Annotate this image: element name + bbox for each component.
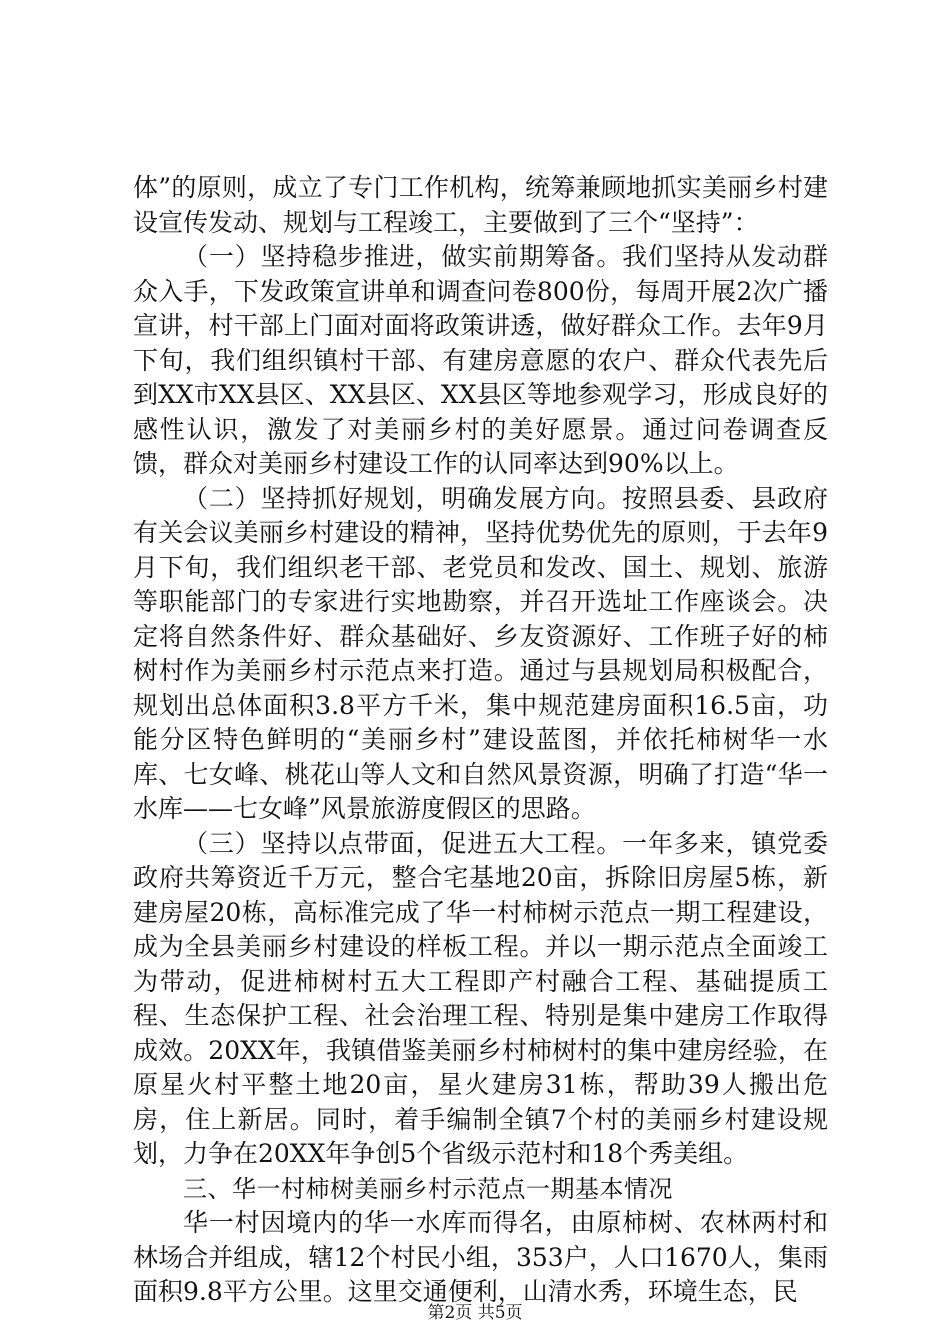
paragraph-section-1: （一）坚持稳步推进，做实前期筹备。我们坚持从发动群众入手，下发政策宣讲单和调查问卷800份，每周开展2次广播宣讲，村干部上门面对面将政策讲透，做好群众工作。去年9月下旬，我们组织镇村干部、有建房意愿的农户、群众代表先后到XX市XX县区、XX县区、XX县区等地参观学习，形成良好的感性认识，激发了对美丽乡村的美好愿景。通过问卷调查反馈，群众对美丽乡村建设工作的认同率达到90%以上。 — [133, 242, 828, 478]
paragraph-intro: 华一村因境内的华一水库而得名，由原柿树、农林两村和林场合并组成，辖12个村民小组，353户，人口1670人，集雨面积9.8平方公里。这里交通便利，山清水秀，环境生态，民 — [133, 1208, 828, 1306]
page-footer: 第2页 共5页 — [427, 1303, 523, 1323]
paragraph-continuation: 体”的原则，成立了专门工作机构，统筹兼顾地抓实美丽乡村建设宣传发动、规划与工程竣工，主要做到了三个“坚持”： — [133, 173, 828, 237]
paragraph-section-2: （二）坚持抓好规划，明确发展方向。按照县委、县政府有关会议美丽乡村建设的精神，坚持优势优先的原则，于去年9月下旬，我们组织老干部、老党员和发改、国土、规划、旅游等职能部门的专家进行实地勘察，并召开选址工作座谈会。决定将自然条件好、群众基础好、乡友资源好、工作班子好的柿树村作为美丽乡村示范点来打造。通过与县规划局积极配合，规划出总体面积3.8平方千米，集中规范建房面积16.5亩，功能分区特色鲜明的“美丽乡村”建设蓝图，并依托柿树华一水库、七女峰、桃花山等人文和自然风景资源，明确了打造“华一水库——七女峰”风景旅游度假区的思路。 — [133, 483, 828, 823]
section-heading: 三、华一村柿树美丽乡村示范点一期基本情况 — [183, 1174, 673, 1203]
paragraph-section-3: （三）坚持以点带面，促进五大工程。一年多来，镇党委政府共筹资近千万元，整合宅基地20亩，拆除旧房屋5栋，新建房屋20栋，高标准完成了华一村柿树示范点一期工程建设，成为全县美丽乡村建设的样板工程。并以一期示范点全面竣工为带动，促进柿树村五大工程即产村融合工程、基础提质工程、生态保护工程、社会治理工程、特别是集中建房工作取得成效。20XX年，我镇借鉴美丽乡村柿树村的集中建房经验，在原星火村平整土地20亩，星火建房31栋，帮助39人搬出危房，住上新居。同时，着手编制全镇7个村的美丽乡村建设规划，力争在20XX年争创5个省级示范村和18个秀美组。 — [133, 828, 828, 1168]
document-body — [133, 171, 828, 1310]
